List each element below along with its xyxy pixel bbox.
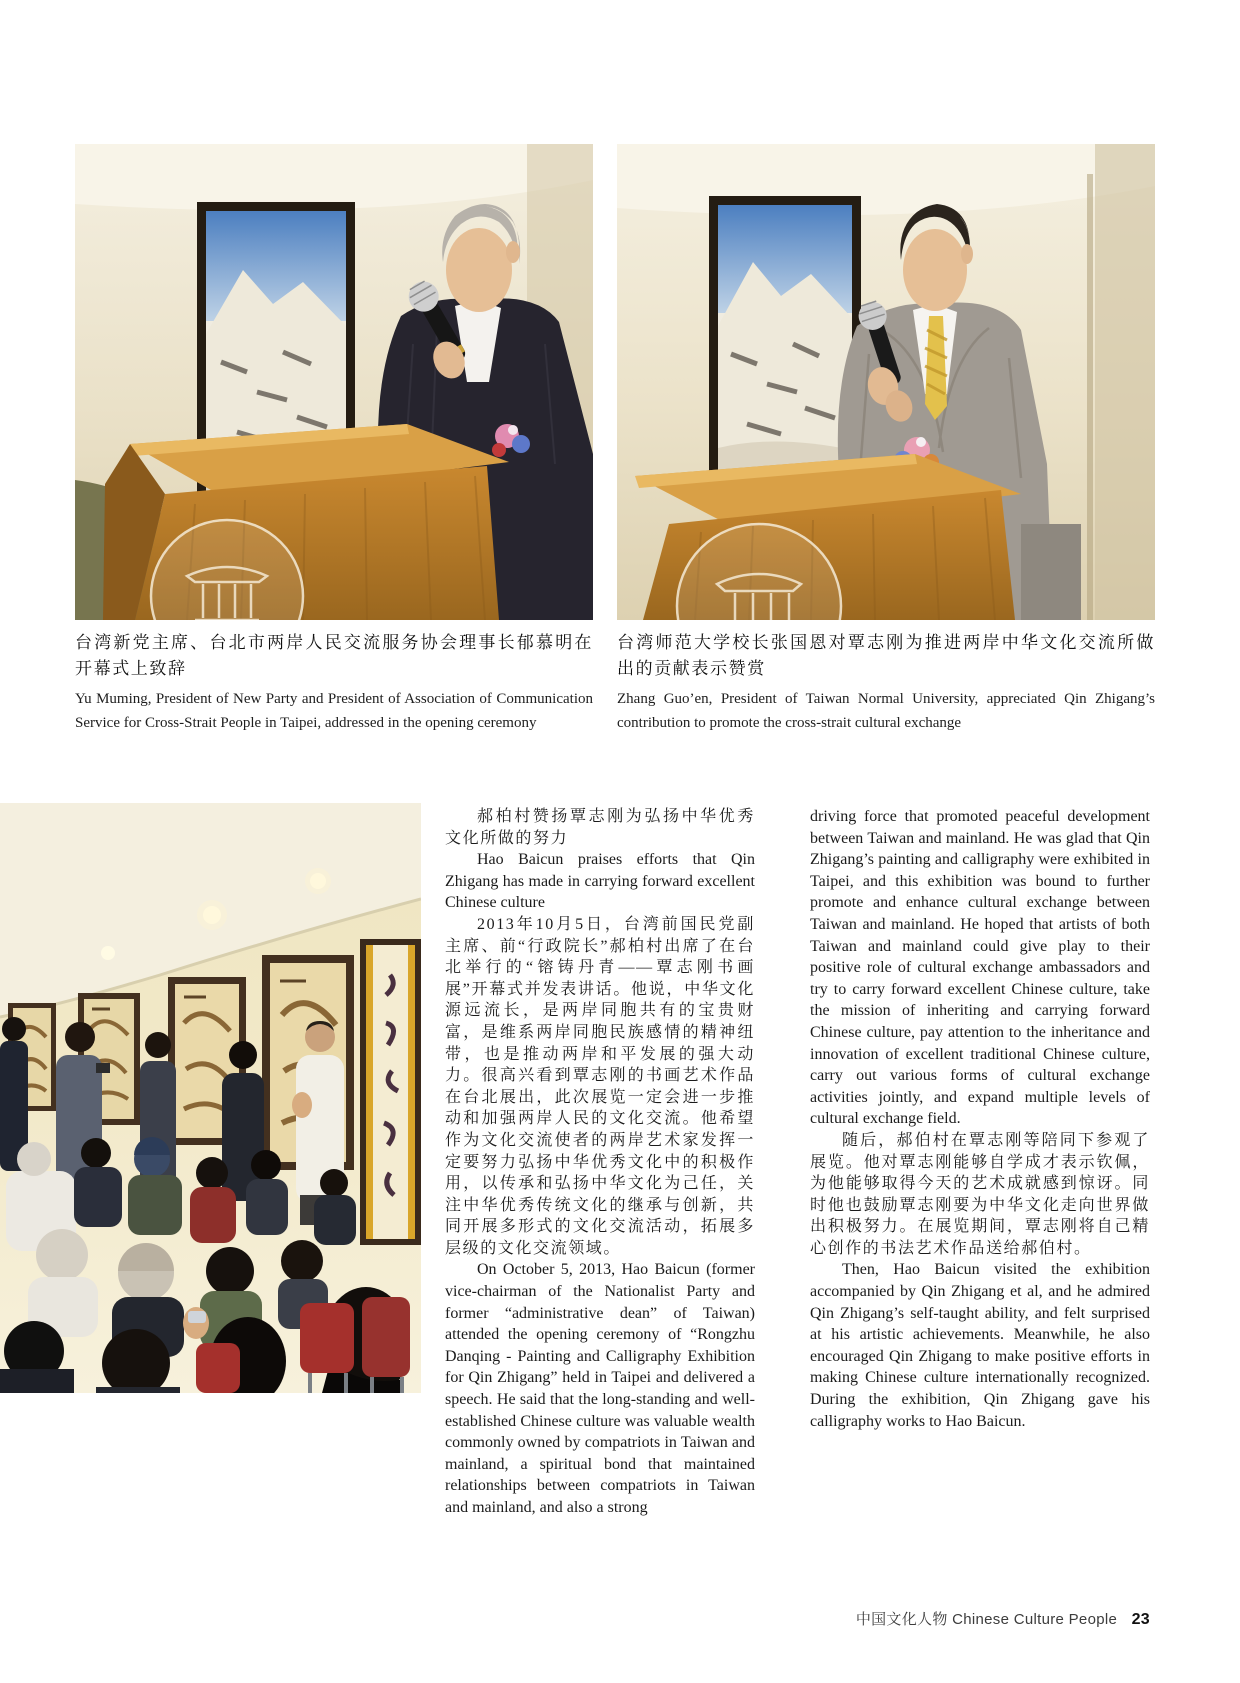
landscape-painting [709,196,861,506]
article-paragraph-en: On October 5, 2013, Hao Baicun (former vice-chairman of the Nationalist Party and former “administrative dean” of Taiwan) attended the opening ceremony of “Rongzhu Danqing - Painting and Calligraphy Exhibition for Qin Zhigang” held in Taipei and delivered a speech. He said that the long-standing and well-established Chinese culture was valuable wealth commonly owned by compatriots in Taiwan and mainland, a spiritual bond that maintained relationships between compatriots in Taiwan and mainland, and also a strong [445,1261,755,1516]
caption-right-en: Zhang Guo’en, President of Taiwan Normal University, appreciated Qin Zhigang’s contribution to promote the cross-strait cultural exchange [617,691,1155,731]
caption-right-photo [617,630,1155,735]
speaker-trousers [1021,524,1081,620]
caption-left-photo [75,630,593,735]
article-column-1 [445,806,755,1519]
caption-right-zh: 台湾师范大学校长张国恩对覃志刚为推进两岸中华文化交流所做出的贡献表示赞赏 [617,633,1155,678]
gallery-audience-scene [0,803,421,1393]
article-paragraph-en-continued: driving force that promoted peaceful development between Taiwan and mainland. He was glad that Qin Zhigang’s painting and calligraphy were exhibited in Taipei, and this exhibition was bound to further promote and enhance cultural exchange between Taiwan and mainland. He hoped that artists of both Taiwan and mainland could give play to their positive role of cultural exchange ambassadors and try to carry forward excellent Chinese culture, take the mission of inheriting and carrying forward Chinese culture, pay attention to the inheritance and innovation of excellent traditional Chinese culture, carry out various forms of cultural exchange activities jointly, and expand multiple levels of cultural exchange field. [810,808,1150,1128]
footer-magazine-name-en: Chinese Culture People [952,1611,1118,1628]
caption-left-en: Yu Muming, President of New Party and President of Association of Communication Service for Cross-Strait People in Taipei, addressed in the opening ceremony [75,691,593,731]
podium-speech-scene [617,144,1155,620]
photo-exhibition-audience [0,803,421,1393]
podium-speech-scene [75,144,593,620]
article-heading-en: Hao Baicun praises efforts that Qin Zhigang has made in carrying forward excellent Chinese culture [445,851,755,912]
article-column-2 [810,806,1150,1432]
caption-left-zh: 台湾新党主席、台北市两岸人民交流服务协会理事长郁慕明在开幕式上致辞 [75,633,593,678]
article-paragraph-zh: 2013年10月5日，台湾前国民党副主席、前“行政院长”郝柏村出席了在台北举行的“镕铸丹青——覃志刚书画展”开幕式并发表讲话。他说，中华文化源远流长，是两岸同胞共有的宝贵财富，是维系两岸同胞民族感情的精神纽带，也是推动两岸和平发展的强大动力。很高兴看到覃志刚的书画艺术作品在台北展出，此次展览一定会进一步推动和加强两岸人民的文化交流。他希望作为文化交流使者的两岸艺术家发挥一定要努力弘扬中华优秀文化中的积极作用，以传承和弘扬中华文化为己任，关注中华优秀传统文化的继承与创新，共同开展多形式的文化交流活动，拓展多层级的文化交流领域。 [445,915,755,1257]
page-footer [856,1608,1150,1629]
footer-magazine-name-zh: 中国文化人物 [855,1611,948,1628]
podium [103,424,509,620]
calligraphy-scroll [360,939,421,1245]
photo-speaker-yu-muming [75,144,593,620]
page-number: 23 [1131,1611,1150,1628]
photo-speaker-zhang-guoen [617,144,1155,620]
article-paragraph-en: Then, Hao Baicun visited the exhibition accompanied by Qin Zhigang et al, and he admired Qin Zhigang’s self-taught ability, and felt surprised at his artistic achievements. Meanwhile, he also encouraged Qin Zhigang to make positive efforts in making Chinese culture internationally recognized. During the exhibition, Qin Zhigang gave his calligraphy works to Hao Baicun. [810,1261,1150,1430]
article-heading-zh: 郝柏村赞扬覃志刚为弘扬中华优秀文化所做的努力 [445,808,755,847]
article-paragraph-zh: 随后，郝伯村在覃志刚等陪同下参观了展览。他对覃志刚能够自学成才表示钦佩，为他能够取得今天的艺术成就感到惊讶。同时他也鼓励覃志刚要为中华文化走向世界做出积极努力。在展览期间，覃志刚将自己精心创作的书法艺术作品送给郝伯村。 [810,1131,1150,1257]
